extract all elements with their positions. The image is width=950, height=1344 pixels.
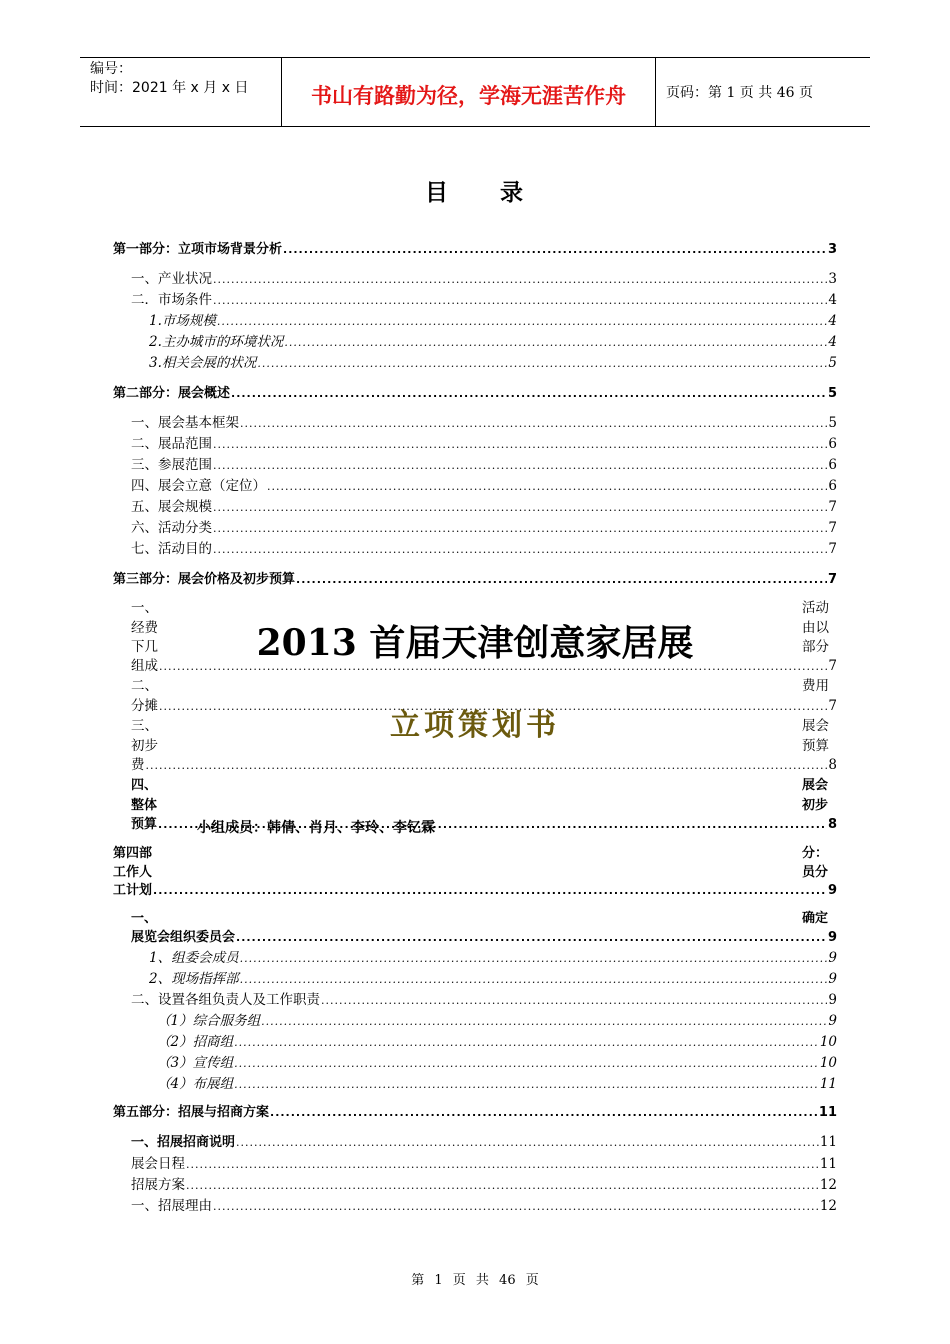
header-motto: 书山有路勤为径，学海无涯苦作舟 [311,83,626,108]
toc-fragment: 展会 [802,778,829,793]
toc-entry[interactable]: 工计划 ..... 9 [113,881,837,900]
toc-fragment: 分： [802,846,829,861]
toc-entry[interactable]: 六、活动分类 ..... 7 [131,519,837,538]
toc-entry[interactable]: 二、展品范围 ..... 6 [131,435,837,454]
toc-entry[interactable]: （4）布展组 ..... 11 [157,1075,837,1094]
toc-entry[interactable]: 二．市场条件 ..... 4 [131,291,837,310]
toc-entry[interactable]: 五、展会规模 ..... 7 [131,498,837,517]
toc-entry[interactable]: 一、展会基本框架 ..... 5 [131,414,837,433]
cover-members: 小组成员：韩倩、肖月、李玲、李钇霖 [197,820,435,836]
toc-entry[interactable]: 第一部分：立项市场背景分析 ..... 3 [113,240,837,259]
toc-fragment: 部分 [802,639,829,655]
page-footer: 第 1 页 共 46 页 [411,1273,539,1288]
header-meta [90,60,248,98]
toc-fragment: 下几 [131,639,158,655]
toc-entry[interactable]: 预算 ..... 8 [131,815,837,834]
toc-entry[interactable]: 费 ..... 8 [131,756,837,775]
toc-fragment: 费用 [802,678,829,694]
toc-fragment: 四、 [131,778,158,793]
toc-entry[interactable]: 四、展会立意（定位） ..... 6 [131,477,837,496]
toc-title: 目 录 [425,179,525,206]
toc-entry[interactable]: 第二部分：展会概述 ..... 5 [113,384,837,403]
toc-fragment: 员分 [802,865,829,880]
toc-entry[interactable]: 展会日程 ..... 11 [131,1155,837,1174]
cover-main-title: 2013 首届天津创意家居展 [256,622,694,664]
toc-entry[interactable]: 3.相关会展的状况 ..... 5 [149,354,837,373]
toc-fragment: 初步 [802,798,829,813]
toc-entry[interactable]: 1、组委会成员 ..... 9 [149,949,837,968]
toc-fragment: 工作人 [113,865,153,880]
toc-fragment: 经费 [131,620,158,636]
toc-fragment: 确定 [802,911,829,926]
toc-fragment: 三、 [131,718,158,734]
toc-entry[interactable]: 第五部分：招展与招商方案 ..... 11 [113,1103,837,1122]
toc-entry[interactable]: 三、参展范围 ..... 6 [131,456,837,475]
toc-entry[interactable]: 二、设置各组负责人及工作职责 ..... 9 [131,991,837,1010]
cover-subtitle: 立项策划书 [390,708,560,743]
toc-fragment: 一、 [131,600,158,616]
toc-entry[interactable]: 招展方案 ..... 12 [131,1176,837,1195]
toc-entry[interactable]: 展览会组织委员会 ..... 9 [131,928,837,947]
toc-entry[interactable]: （2）招商组 ..... 10 [157,1033,837,1052]
header-page-info: 页码：第 1 页 共 46 页 [666,85,813,101]
toc-entry[interactable]: 1.市场规模 ..... 4 [149,312,837,331]
toc-entry[interactable]: 第三部分：展会价格及初步预算 ..... 7 [113,570,837,589]
toc-entry[interactable]: 一、招展招商说明 ..... 11 [131,1133,837,1152]
divider [655,58,656,126]
toc-fragment: 展会 [802,718,829,734]
toc-fragment: 预算 [802,738,829,754]
toc-fragment: 由以 [802,620,829,636]
toc-fragment: 初步 [131,738,158,754]
toc-fragment: 整体 [131,798,158,813]
toc-fragment: 活动 [802,600,829,616]
toc-entry[interactable]: 分摊 ..... 7 [131,697,837,716]
toc-entry[interactable]: 七、活动目的 ..... 7 [131,540,837,559]
toc-fragment: 第四部 [113,846,153,861]
number-label: 编号： [90,61,132,77]
toc-entry[interactable]: 2、现场指挥部 ..... 9 [149,970,837,989]
toc-entry[interactable]: 组成 ..... 7 [131,657,837,676]
page-header [80,57,870,127]
toc-fragment: 一、 [131,911,158,926]
toc-entry[interactable]: 一、招展理由 ..... 12 [131,1197,837,1216]
toc-entry[interactable]: （3）宣传组 ..... 10 [157,1054,837,1073]
toc-entry[interactable]: （1）综合服务组 ..... 9 [157,1012,837,1031]
toc-fragment: 二、 [131,678,158,694]
toc-entry[interactable]: 2.主办城市的环境状况 ..... 4 [149,333,837,352]
time-label: 时间：2021 年 x 月 x 日 [90,80,249,96]
toc-entry[interactable]: 一、产业状况 ..... 3 [131,270,837,289]
